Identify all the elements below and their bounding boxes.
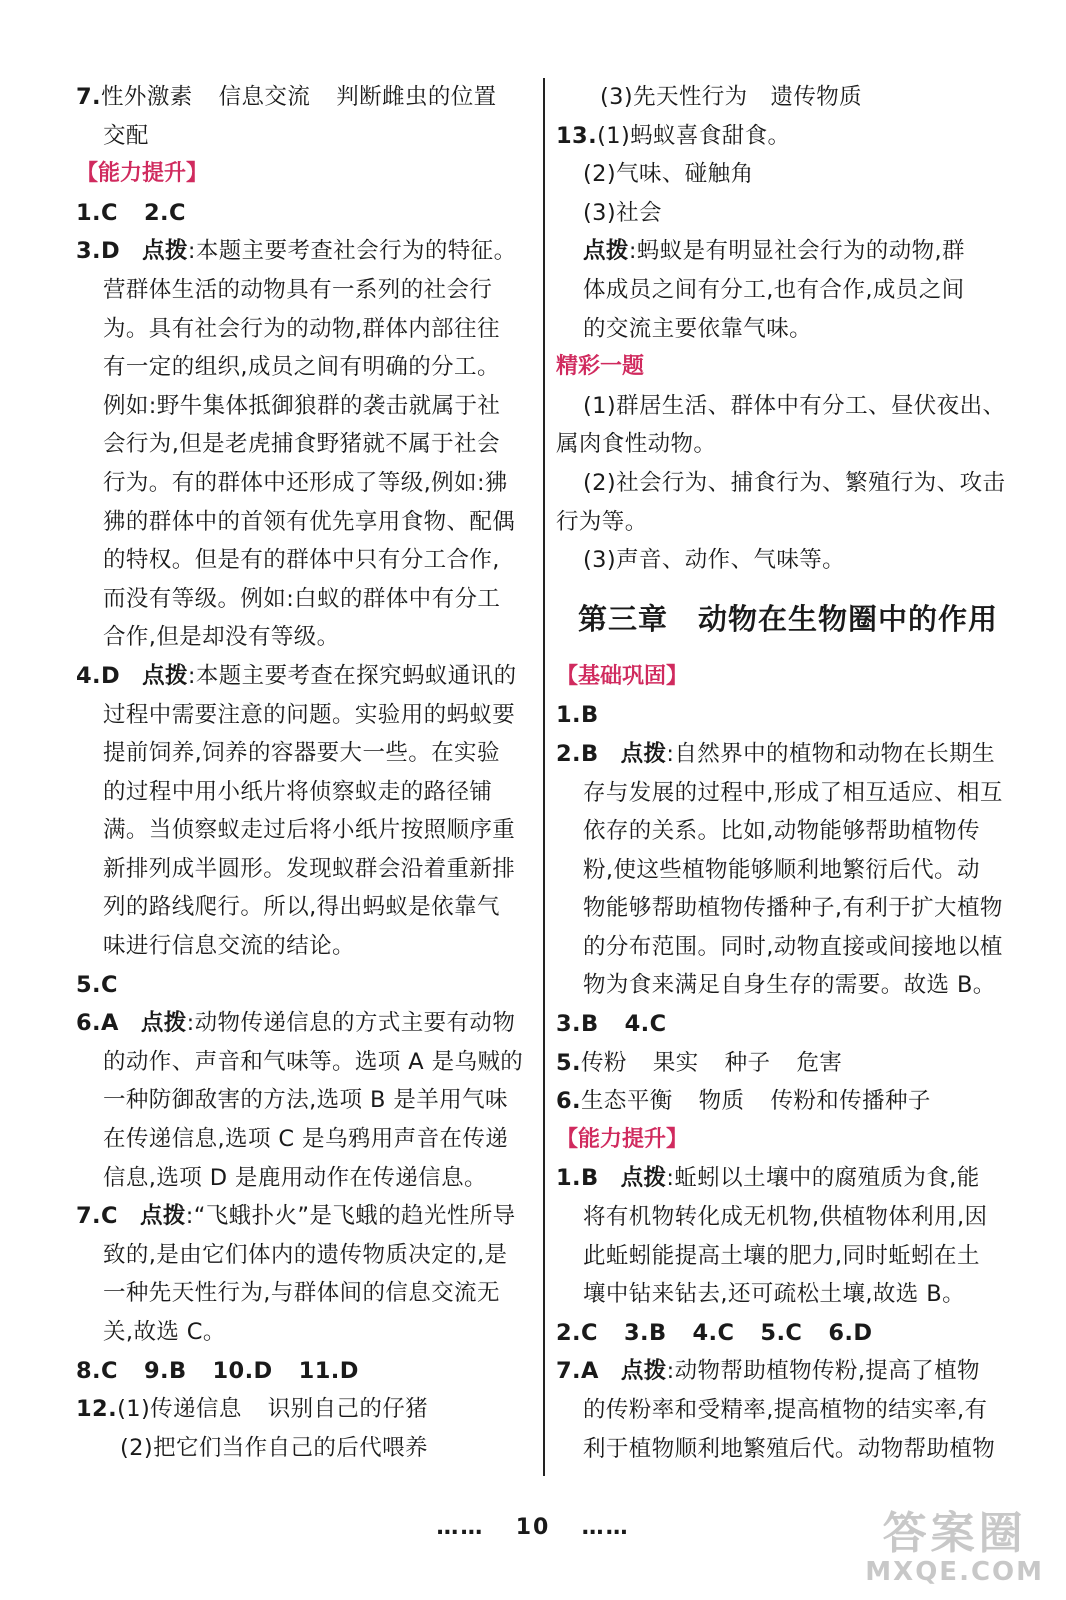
item-answer: B bbox=[581, 1165, 599, 1192]
answer-item bbox=[556, 1082, 1008, 1121]
text-line: (1)群居生活、群体中有分工、昼伏夜出、 bbox=[583, 392, 1006, 419]
item-answer: C bbox=[101, 1203, 118, 1230]
item-answer: B bbox=[581, 702, 599, 729]
text-line: 新排列成半圆形。发现蚁群会沿着重新排 bbox=[103, 855, 516, 882]
item-answer: D bbox=[101, 238, 121, 265]
item-answer: 种子 bbox=[724, 1049, 771, 1076]
hint-text: :蚂蚁是有明显社会行为的动物,群 bbox=[628, 238, 965, 265]
hint-text: :本题主要考查社会行为的特征。 bbox=[187, 238, 517, 265]
hint-label: 点拨 bbox=[620, 1358, 667, 1385]
answer-item bbox=[556, 696, 1008, 735]
text-line: (3)先天性行为 遗传物质 bbox=[600, 84, 863, 110]
item-number: 5. bbox=[76, 971, 102, 998]
item-number: 7. bbox=[76, 1203, 102, 1230]
text-line: 的过程中用小纸片将侦察蚁走的路径铺 bbox=[103, 778, 493, 805]
right-column bbox=[556, 78, 1008, 1468]
column-divider bbox=[543, 78, 545, 1476]
text-line: 行为等。 bbox=[556, 508, 648, 535]
item-number: 1. bbox=[556, 702, 582, 729]
text-line: 满。当侦察蚁走过后将小纸片按照顺序重 bbox=[103, 817, 516, 844]
hint-label: 点拨 bbox=[140, 1010, 187, 1037]
chapter-name: 动物在生物圈中的作用 bbox=[698, 601, 999, 636]
item-answer: 4.C bbox=[624, 1011, 667, 1038]
item-answer: 危害 bbox=[796, 1049, 843, 1076]
text-line: 物为食来满足自身生存的需要。故选 B。 bbox=[583, 972, 996, 999]
answer-item bbox=[76, 1197, 534, 1236]
text-line: 体成员之间有分工,也有合作,成员之间 bbox=[583, 276, 965, 303]
answer-item bbox=[76, 966, 534, 1005]
hint-label: 点拨 bbox=[142, 662, 188, 689]
text-line: 此蚯蚓能提高土壤的肥力,同时蚯蚓在土 bbox=[583, 1242, 980, 1269]
text-line: 而没有等级。例如:白蚁的群体中有分工 bbox=[103, 585, 501, 612]
text-line: 物能够帮助植物传播种子,有利于扩大植物 bbox=[583, 895, 1003, 922]
text-line: 交配 bbox=[103, 122, 149, 149]
text-line: 的交流主要依靠气味。 bbox=[583, 315, 813, 342]
item-number: 2. bbox=[556, 740, 582, 767]
item-answer: C bbox=[101, 971, 118, 998]
answer-item bbox=[76, 1390, 534, 1429]
text-line: 会行为,但是老虎捕食野猪就不属于社会 bbox=[103, 431, 500, 458]
section-heading: 精彩一题 bbox=[556, 354, 645, 380]
watermark bbox=[865, 1510, 1044, 1586]
answer-item bbox=[556, 1159, 1008, 1198]
footer-dots-left: …… bbox=[436, 1515, 485, 1540]
item-answer: C bbox=[101, 199, 118, 226]
text-line: (3)声音、动作、气味等。 bbox=[583, 547, 846, 574]
item-answer: B bbox=[581, 1011, 599, 1038]
text-line: 依存的关系。比如,动物能够帮助植物传 bbox=[583, 818, 980, 845]
text-line: 的特权。但是有的群体中只有分工合作, bbox=[103, 547, 500, 574]
section-heading: 【能力提升】 bbox=[556, 1126, 689, 1152]
hint-text: :动物帮助植物传粉,提高了植物 bbox=[666, 1358, 980, 1385]
hint-line bbox=[556, 232, 1008, 271]
item-answer: B bbox=[581, 740, 599, 767]
answer-item bbox=[556, 1314, 1008, 1353]
text-line: 属肉食性动物。 bbox=[556, 431, 717, 458]
item-answer: 11.D bbox=[298, 1357, 359, 1384]
watermark-logo: 答案圈 bbox=[882, 1508, 1027, 1559]
item-answer: A bbox=[581, 1358, 599, 1385]
text-line: 营群体生活的动物具有一系列的社会行 bbox=[103, 276, 493, 303]
item-answer: (1)蚂蚁喜食甜食。 bbox=[597, 122, 791, 149]
text-line: 有一定的组织,成员之间有明确的分工。 bbox=[103, 354, 500, 381]
answer-item bbox=[556, 1352, 1008, 1391]
item-number: 5. bbox=[556, 1049, 582, 1076]
item-answer: 5.C bbox=[760, 1319, 803, 1346]
watermark-url: MXQE.COM bbox=[865, 1557, 1044, 1587]
text-line: 列的路线爬行。所以,得出蚂蚁是依靠气 bbox=[103, 894, 500, 921]
answer-item bbox=[556, 117, 1008, 156]
text-line: 狒的群体中的首领有优先享用食物、配偶 bbox=[103, 508, 516, 535]
text-line: 的传粉率和受精率,提高植物的结实率,有 bbox=[583, 1397, 988, 1423]
text-line: 存与发展的过程中,形成了相互适应、相互 bbox=[583, 779, 1003, 806]
text-line: (2)把它们当作自己的后代喂养 bbox=[120, 1434, 428, 1461]
item-answer: D bbox=[101, 662, 121, 689]
hint-text: :本题主要考查在探究蚂蚁通讯的 bbox=[187, 662, 517, 689]
item-answer: 果实 bbox=[652, 1049, 699, 1076]
hint-label: 点拨 bbox=[142, 238, 188, 265]
item-answer: 传粉 bbox=[581, 1049, 627, 1076]
text-line: 的分布范围。同时,动物直接或间接地以植 bbox=[583, 933, 1003, 960]
item-number: 13. bbox=[556, 122, 598, 149]
item-number: 6. bbox=[556, 1088, 582, 1115]
item-number: 3. bbox=[556, 1011, 582, 1038]
text-line: 利于植物顺利地繁殖后代。动物帮助植物 bbox=[583, 1435, 996, 1462]
hint-text: :“飞蛾扑火”是飞蛾的趋光性所导 bbox=[185, 1203, 516, 1230]
item-answer: 生态平衡 bbox=[581, 1088, 673, 1115]
chapter-title bbox=[556, 580, 1008, 658]
item-answer: (1)传递信息 bbox=[117, 1396, 242, 1423]
item-number: 6. bbox=[76, 1010, 102, 1037]
answer-item bbox=[76, 657, 534, 696]
text-line: 致的,是由它们体内的遗传物质决定的,是 bbox=[103, 1241, 508, 1268]
left-column bbox=[76, 78, 534, 1467]
text-line: 在传递信息,选项 C 是乌鸦用声音在传递 bbox=[103, 1126, 509, 1153]
answer-item bbox=[76, 1352, 534, 1391]
hint-label: 点拨 bbox=[620, 1165, 667, 1192]
text-line: 一种先天性行为,与群体间的信息交流无 bbox=[103, 1280, 500, 1307]
item-number: 8. bbox=[76, 1357, 102, 1384]
text-line: 将有机物转化成无机物,供植物体利用,因 bbox=[583, 1204, 988, 1231]
hint-text: :蚯蚓以土壤中的腐殖质为食,能 bbox=[666, 1165, 980, 1192]
item-answer: 传粉和传播种子 bbox=[770, 1088, 931, 1115]
page-number: 10 bbox=[515, 1515, 551, 1540]
hint-label: 点拨 bbox=[583, 238, 629, 265]
chapter-number: 第三章 bbox=[578, 601, 669, 636]
text-line: 过程中需要注意的问题。实验用的蚂蚁要 bbox=[103, 701, 516, 728]
hint-text: :动物传递信息的方式主要有动物 bbox=[186, 1010, 516, 1037]
text-line: 的动作、声音和气味等。选项 A 是乌贼的 bbox=[103, 1048, 524, 1075]
text-line: 味进行信息交流的结论。 bbox=[103, 933, 355, 960]
item-number: 2. bbox=[556, 1319, 582, 1346]
footer-dots-right: …… bbox=[581, 1515, 630, 1540]
text-line: 为。具有社会行为的动物,群体内部往往 bbox=[103, 315, 500, 342]
item-number: 1. bbox=[76, 199, 102, 226]
item-answer: A bbox=[101, 1010, 119, 1037]
item-answer: 2.C bbox=[143, 199, 186, 226]
item-answer: 3.B bbox=[623, 1319, 667, 1346]
hint-text: :自然界中的植物和动物在长期生 bbox=[666, 740, 995, 767]
item-number: 7. bbox=[556, 1358, 582, 1385]
hint-label: 点拨 bbox=[620, 740, 667, 767]
item-answer: 6.D bbox=[828, 1319, 873, 1346]
text-line: 提前饲养,饲养的容器要大一些。在实验 bbox=[103, 740, 500, 767]
item-number: 12. bbox=[76, 1396, 118, 1423]
text-line: 合作,但是却没有等级。 bbox=[103, 624, 340, 651]
section-heading: 【基础巩固】 bbox=[556, 663, 689, 689]
item-number: 3. bbox=[76, 238, 102, 265]
section-heading: 【能力提升】 bbox=[76, 161, 209, 187]
answer-item bbox=[76, 1004, 534, 1043]
item-answer: 9.B bbox=[143, 1357, 187, 1384]
item-answer: 判断雌虫的位置 bbox=[336, 84, 497, 110]
answer-item bbox=[556, 1005, 1008, 1044]
answer-item bbox=[76, 232, 534, 271]
item-answer: 性外激素 bbox=[101, 84, 193, 110]
item-answer: 4.C bbox=[692, 1319, 735, 1346]
item-answer: 识别自己的仔猪 bbox=[267, 1396, 429, 1423]
answer-item bbox=[76, 78, 534, 117]
item-answer: 10.D bbox=[212, 1357, 273, 1384]
item-number: 1. bbox=[556, 1165, 582, 1192]
item-number: 7. bbox=[76, 84, 102, 110]
answer-item bbox=[556, 1044, 1008, 1083]
text-line: 信息,选项 D 是鹿用动作在传递信息。 bbox=[103, 1164, 487, 1191]
text-line: 一种防御敌害的方法,选项 B 是羊用气味 bbox=[103, 1087, 508, 1114]
text-line: (2)社会行为、捕食行为、繁殖行为、攻击 bbox=[583, 469, 1006, 496]
item-answer: 物质 bbox=[698, 1088, 745, 1115]
item-answer: 信息交流 bbox=[218, 84, 311, 110]
answer-item bbox=[556, 735, 1008, 774]
text-line: (2)气味、碰触角 bbox=[583, 161, 754, 188]
item-answer: C bbox=[581, 1319, 598, 1346]
item-number: 4. bbox=[76, 662, 102, 689]
text-line: 例如:野牛集体抵御狼群的袭击就属于社 bbox=[103, 392, 501, 419]
text-line: (3)社会 bbox=[583, 199, 662, 226]
text-line: 粉,使这些植物能够顺利地繁衍后代。动 bbox=[583, 856, 980, 883]
hint-label: 点拨 bbox=[139, 1203, 186, 1230]
text-line: 关,故选 C。 bbox=[103, 1319, 226, 1345]
text-line: 行为。有的群体中还形成了等级,例如:狒 bbox=[103, 469, 508, 496]
text-line: 壤中钻来钻去,还可疏松土壤,故选 B。 bbox=[583, 1281, 965, 1308]
answer-item bbox=[76, 194, 534, 233]
item-answer: C bbox=[101, 1357, 118, 1384]
